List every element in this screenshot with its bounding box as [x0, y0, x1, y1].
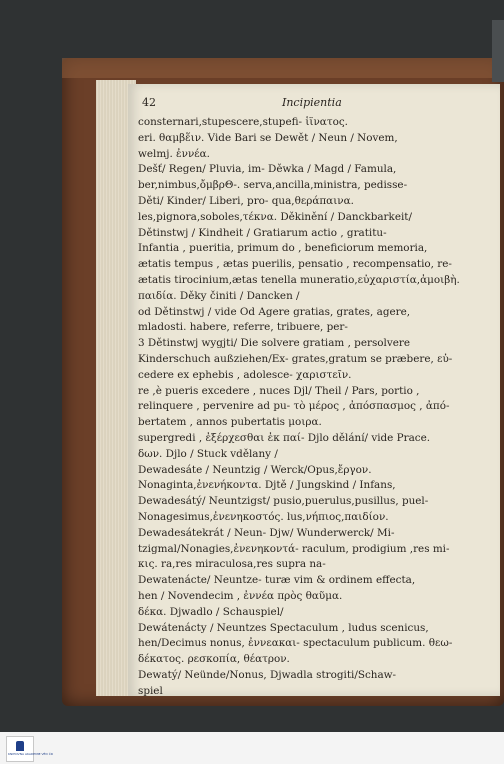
text-line: od Dětinstwj / vide Od Agere gratias, grates, agere, — [138, 305, 411, 318]
text-line: Dewatenácte/ Neuntze- turæ vim & ordinem effecta, — [138, 574, 416, 587]
text-line: Nonagesimus,ἐνενηκοστός. lus,νήπιος,παιδίον. — [138, 511, 389, 523]
text-line: Dewadesáte / Neuntzig / Werck/Opus,ἔργον. — [138, 463, 372, 476]
text-line: ætatis tirocinium,ætas tenella muneratio,εὐχαριστία,ἀμοιβὴ. — [138, 274, 460, 286]
text-line: bertatem , annos pubertatis μοιρα. — [138, 416, 322, 429]
page-number: 42 — [142, 96, 156, 109]
library-emblem-icon — [16, 741, 24, 751]
text-line: tzigmal/Nonagies,ἐνενηκοντά- raculum, prodigium ,res mi- — [138, 542, 450, 555]
text-line: hen / Novendecim , ἐννέα πρὸς θαῦμα. — [138, 590, 343, 602]
text-line: cedere ex ephebis , adolesce- χαριστεῖν. — [138, 368, 352, 381]
text-line: Kinderschuch außziehen/Ex- grates,gratum se præbere, εὐ- — [138, 353, 453, 365]
adjacent-volume-edge — [492, 20, 504, 82]
text-line: δέκατος. ρεσκοπία, θέατρον. — [138, 653, 290, 666]
text-line: Dešť/ Regen/ Pluvia, im- Děwka / Magd / Famula, — [138, 163, 397, 176]
text-line: Dewadesátekrát / Neun- Djw/ Wunderwerck/ Mi- — [138, 526, 395, 539]
text-line: les,pignora,soboles,τέκνα. Děkinění / Danckbarkeit/ — [138, 210, 412, 223]
library-logo-text: KNIHOVNA AKADEMIE VĚD ČR — [8, 752, 53, 756]
cover-edge — [62, 58, 504, 78]
text-line: ber,nimbus,ὄμβρΘ-. serva,ancilla,ministra, pedisse- — [138, 179, 408, 192]
text-line: δέκα. Djwadlo / Schauspiel/ — [138, 605, 284, 618]
text-line: welmj. ἐννέα. — [138, 147, 210, 160]
text-line: δων. Djlo / Stuck vdělany / — [138, 447, 278, 460]
text-line: mladosti. habere, referre, tribuere, per- — [138, 321, 348, 334]
text-line: 3 Dětinstwj wygjti/ Die solvere gratiam , persolvere — [138, 337, 410, 350]
text-line: hen/Decimus nonus, ἐννεακαι- spectaculum publicum. θεω- — [138, 637, 453, 650]
text-line: Dewátenácty / Neuntzes Spectaculum , ludus scenicus, — [138, 621, 429, 634]
text-line: supergredi , ἐξέρχεσθαι ἐκ παί- Djlo dělání/ vide Prace. — [138, 432, 431, 444]
text-line: Děti/ Kinder/ Liberi, pro- qua,θεράπαινα. — [138, 195, 354, 207]
text-line: Dewadesátý/ Neuntzigst/ pusio,puerulus,pusillus, puel- — [138, 495, 429, 508]
text-line: Nonaginta,ἐνενήκοντα. Djtě / Jungskind / Infans, — [138, 479, 396, 492]
text-line: spiel — [138, 684, 163, 697]
text-line: κις. ra,res miraculosa,res supra na- — [138, 558, 326, 571]
text-line: relinquere , pervenire ad pu- τὸ μέρος , ἀπόσπασμος , ἀπό- — [138, 400, 450, 413]
text-line: Dewatý/ Neünde/Nonus, Djwadla strogiti/Schaw- — [138, 669, 397, 681]
text-line: Infantia , pueritia, primum do , beneficiorum memoria, — [138, 242, 428, 255]
text-line: ætatis tempus , ætas puerilis, pensatio , recompensatio, re- — [138, 258, 452, 271]
library-logo[interactable] — [6, 736, 53, 762]
viewer-footer-bar — [0, 732, 504, 764]
page-header — [142, 96, 490, 112]
text-line: παιδία. Děky činiti / Dancken / — [138, 289, 300, 302]
running-head: Incipientia — [282, 96, 342, 109]
text-line: Dětinstwj / Kindheit / Gratiarum actio , gratitu- — [138, 226, 387, 239]
book-page — [128, 84, 500, 696]
text-line: re ,è pueris excedere , nuces Djl/ Theil / Pars, portio , — [138, 384, 420, 397]
text-line: consternari,stupescere,stupefi- ἱϊνατος. — [138, 116, 348, 128]
text-line: eri. θαμβἕιν. Vide Bari se Dewět / Neun / Novem, — [138, 131, 398, 144]
